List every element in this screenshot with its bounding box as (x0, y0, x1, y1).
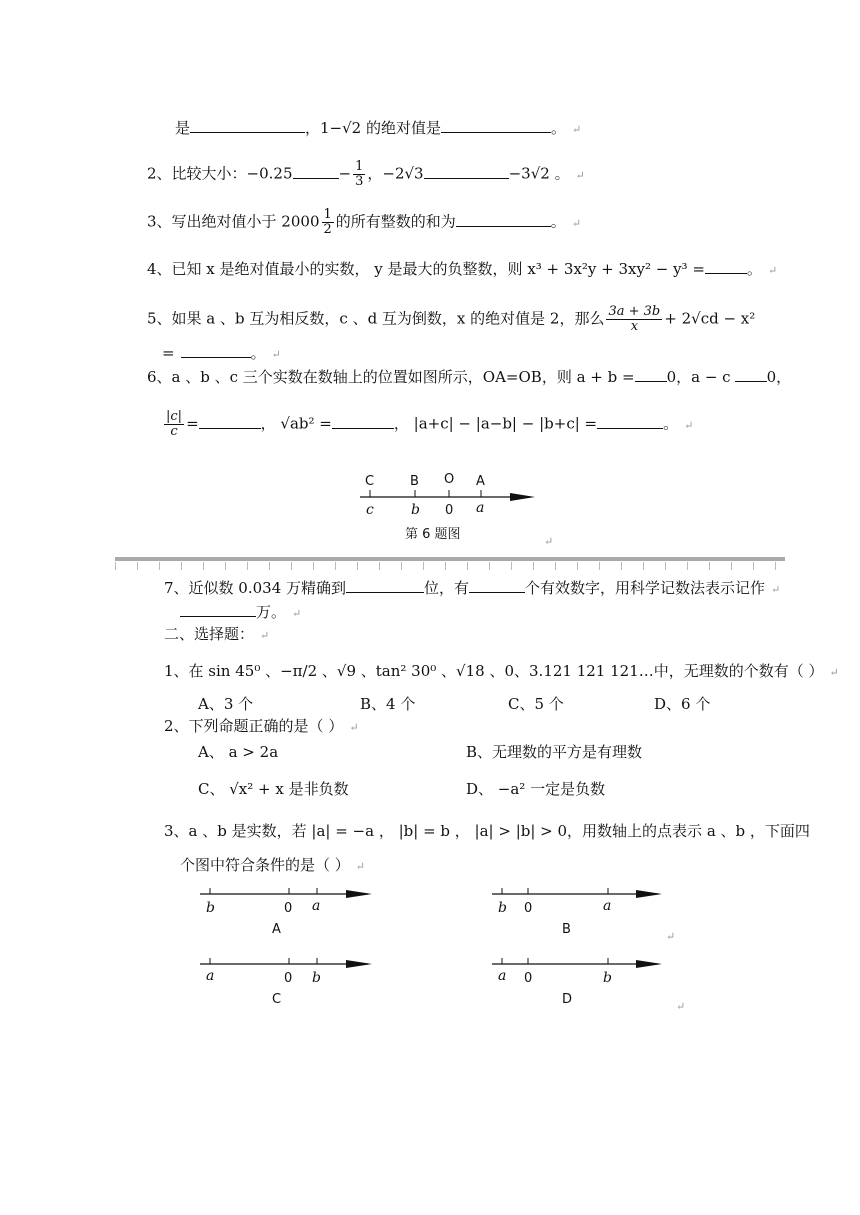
value-label: b (411, 502, 420, 518)
value-label: b (498, 900, 507, 916)
option-caption: D (562, 992, 573, 1007)
paragraph-mark-icon: ↵ (767, 264, 778, 277)
answer-blank[interactable] (190, 131, 305, 133)
question-6-line2: $\frac{|c|}{c}$ = ， √ab² = ， |a+c| − |a−b| − |b+c| = 。 ↵ (166, 409, 694, 439)
answer-blank[interactable] (346, 591, 424, 593)
question-4: 4、已知 x 是绝对值最小的实数， y 是最大的负整数，则 x³ + 3x²y + 3xy² − y³ = 。 ↵ (147, 260, 778, 278)
choice-2-option-a[interactable]: A、 a > 2a (198, 743, 279, 761)
point-label: C (365, 474, 375, 489)
choice-2-option-b[interactable]: B、无理数的平方是有理数 (466, 743, 643, 761)
value-label: 0 (284, 901, 293, 916)
answer-blank[interactable] (199, 427, 261, 429)
paragraph-mark-icon: ↵ (575, 168, 585, 182)
fraction: $\frac{1}{3}$ (355, 159, 364, 189)
answer-blank[interactable] (469, 591, 525, 593)
choice-1-option-d[interactable]: D、6 个 (654, 695, 711, 713)
question-3: 3、写出绝对值小于 2000 $\frac{1}{2}$ 的所有整数的和为 。 ↵ (147, 207, 582, 237)
question-2: 2、比较大小：−0.25 − $\frac{1}{3}$ ，−2√3 −3√2 。 ↵ (147, 159, 585, 189)
paragraph-mark-icon: ↵ (544, 535, 554, 548)
fraction: $\frac{|c|}{c}$ (166, 409, 183, 439)
value-label: a (603, 898, 612, 914)
page-separator (115, 557, 785, 561)
option-b-number-line[interactable] (490, 880, 670, 916)
arrow-icon (636, 960, 662, 968)
section-title: 二、选择题： ↵ (164, 625, 270, 643)
paragraph-mark-icon: ↵ (676, 1000, 686, 1013)
answer-blank[interactable] (293, 177, 339, 179)
paragraph-mark-icon: ↵ (260, 629, 270, 642)
value-label: a (312, 898, 321, 914)
answer-blank[interactable] (181, 356, 251, 358)
arrow-icon (346, 890, 372, 898)
paragraph-mark-icon: ↵ (666, 930, 676, 943)
paragraph-mark-icon: ↵ (292, 607, 302, 620)
answer-blank[interactable] (441, 131, 551, 133)
choice-1-option-a[interactable]: A、3 个 (198, 695, 254, 713)
arrow-icon (636, 890, 662, 898)
choice-3: 3、a 、b 是实数，若 |a| = −a ， |b| = b ， |a| > |b| > 0，用数轴上的点表示 a 、b ，下面四 (164, 822, 810, 840)
q1-tail: 是 ，1−√2 的绝对值是 。 ↵ (175, 119, 582, 137)
option-caption: C (272, 992, 282, 1007)
paragraph-mark-icon: ↵ (829, 666, 839, 679)
option-d-number-line[interactable] (490, 950, 670, 986)
paragraph-mark-icon: ↵ (355, 860, 365, 873)
value-label: c (366, 502, 374, 518)
value-label: 0 (284, 971, 293, 986)
answer-blank[interactable] (597, 427, 663, 429)
choice-1-option-b[interactable]: B、4 个 (360, 695, 416, 713)
option-c-number-line[interactable] (198, 950, 378, 986)
option-caption: B (562, 922, 571, 937)
question-6: 6、a 、b 、c 三个实数在数轴上的位置如图所示，OA=OB，则 a + b = 0，a − c 0， (147, 368, 792, 386)
answer-blank[interactable] (180, 615, 256, 617)
choice-3-line2: 个图中符合条件的是（ ） ↵ (180, 856, 365, 874)
paragraph-mark-icon: ↵ (684, 418, 694, 432)
answer-blank[interactable] (735, 380, 767, 382)
answer-blank[interactable] (635, 380, 667, 382)
point-label: A (476, 474, 485, 489)
question-7-line2: 万。 ↵ (180, 601, 301, 622)
answer-blank[interactable] (332, 427, 394, 429)
arrow-icon (346, 960, 372, 968)
choice-2-option-c[interactable]: C、 √x² + x 是非负数 (198, 780, 349, 798)
ruler (115, 562, 785, 570)
fraction: $\frac{3a + 3b}{x}$ (608, 304, 661, 334)
paragraph-mark-icon: ↵ (771, 583, 781, 596)
figure-caption: 第 6 题图 (405, 527, 461, 542)
choice-1-option-c[interactable]: C、5 个 (508, 695, 564, 713)
paragraph-mark-icon: ↵ (349, 721, 359, 734)
answer-blank[interactable] (456, 225, 551, 227)
value-label: b (206, 900, 215, 916)
choice-1: 1、在 sin 45⁰ 、−π/2 、√9 、tan² 30⁰ 、√18 、0、3.121 121 121…中，无理数的个数有（ ） ↵ (164, 662, 839, 680)
value-label: 0 (445, 503, 454, 518)
value-label: a (206, 968, 215, 984)
question-5: 5、如果 a 、b 互为相反数，c 、d 互为倒数，x 的绝对值是 2，那么 $\frac{3a + 3b}{x}$ + 2√cd − x² (147, 304, 756, 334)
fraction: $\frac{1}{2}$ (323, 207, 332, 237)
answer-blank[interactable] (424, 177, 509, 179)
paragraph-mark-icon: ↵ (572, 123, 582, 136)
point-label: B (410, 474, 419, 489)
paragraph-mark-icon: ↵ (271, 348, 281, 361)
value-label: 0 (524, 901, 533, 916)
value-label: b (603, 970, 612, 986)
option-caption: A (272, 922, 281, 937)
question-5-line2: = 。 ↵ (162, 344, 281, 362)
arrow-icon (510, 493, 535, 501)
choice-2: 2、下列命题正确的是（ ） ↵ (164, 717, 359, 735)
value-label: a (476, 500, 485, 516)
paragraph-mark-icon: ↵ (571, 216, 582, 230)
option-a-number-line[interactable] (198, 880, 378, 916)
answer-blank[interactable] (705, 272, 747, 274)
question-7: 7、近似数 0.034 万精确到 位，有 个有效数字，用科学记数法表示记作 ↵ (164, 579, 781, 597)
choice-2-option-d[interactable]: D、 −a² 一定是负数 (466, 780, 606, 798)
value-label: b (312, 970, 321, 986)
point-label: O (444, 472, 455, 487)
value-label: a (498, 968, 507, 984)
q6-number-line (355, 470, 545, 520)
value-label: 0 (524, 971, 533, 986)
